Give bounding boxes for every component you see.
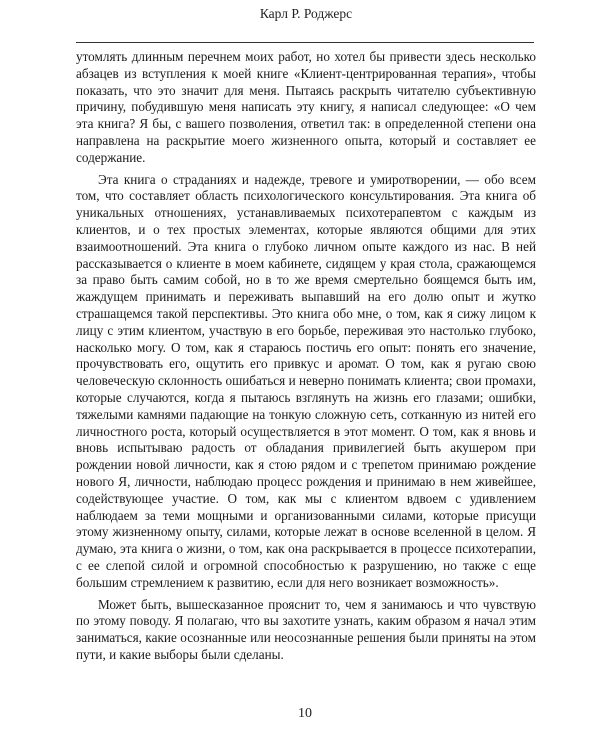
paragraph-1: утомлять длинным перечнем моих работ, но хотел бы привести здесь несколько абзацев из вступления к моей книге «Клиент-центрированная терапия», чтобы показать, что это значит для меня. Пытаясь раскрыть читателю субъективную причину, побудившую меня написать эту книгу, я написал следующее: «О чем эта книга? Я бы, с вашего позволения, ответил так: в определенной степени она направлена на раскрытие моего жизненного опыта, который и составляет ее содержание. <box>76 49 536 165</box>
running-header: Карл Р. Роджерс <box>259 6 353 21</box>
page-number: 10 <box>298 706 312 721</box>
header-divider <box>76 42 534 43</box>
paragraph-2: Эта книга о страданиях и надежде, тревоге и умиротворении, — обо всем том, что составляет область психологического консультирования. Эта книга об уникальных отношениях, устанавливаемых психотерапевтом с каждым из клиентов, и о тех простых элементах, которые являются общими для этих взаимоотношений. Эта книга о глубоко личном опыте каждого из нас. В ней рассказывается о клиенте в моем кабинете, сидящем у края стола, сражающемся за право быть самим собой, но в то же время смертельно боящемся быть им, жаждущем принимать и переживать выпавший на его долю опыт и жутко страшащемся такой перспективы. Это книга обо мне, о том, как я сижу лицом к лицу с этим клиентом, участвую в его борьбе, переживая это настолько глубоко, насколько могу. О том, как я стараюсь постичь его опыт: понять его значение, прочувствовать его, ощутить его привкус и аромат. О том, как я ругаю свою человеческую склонность ошибаться и неверно понимать клиента; свои промахи, которые случаются, когда я пытаюсь взглянуть на жизнь его глазами; ошибки, тяжелыми камнями падающие на тонкую сложную сеть, сотканную из нитей его личностного роста, который осуществляется в этот момент. О том, как я вновь и вновь испытываю радость от обладания привилегией быть акушером при рождении новой личности, как я стою рядом и с трепетом принимаю рождение нового Я, личности, наблюдаю процесс рождения и принимаю в нем живейшее, содействующее участие. О том, как мы с клиентом вдвоем с удивлением наблюдаем за теми мощными и организованными силами, которые присущи этому жизненному опыту, силами, которые лежат в основе вселенной в целом. Я думаю, эта книга о жизни, о том, как она раскрывается в процессе психотерапии, с ее слепой силой и огромной способностью к разрушению, но также с еще большим стремлением к развитию, если для него возникает возможность». <box>76 171 536 590</box>
paragraph-3: Может быть, вышесказанное прояснит то, чем я занимаюсь и что чувствую по этому поводу. Я полагаю, что вы захотите узнать, каким образом я начал этим заниматься, какие осознанные или неосознанные решения были приняты на этом пути, и какие выборы были сделаны. <box>76 596 536 662</box>
page-body <box>76 49 536 664</box>
